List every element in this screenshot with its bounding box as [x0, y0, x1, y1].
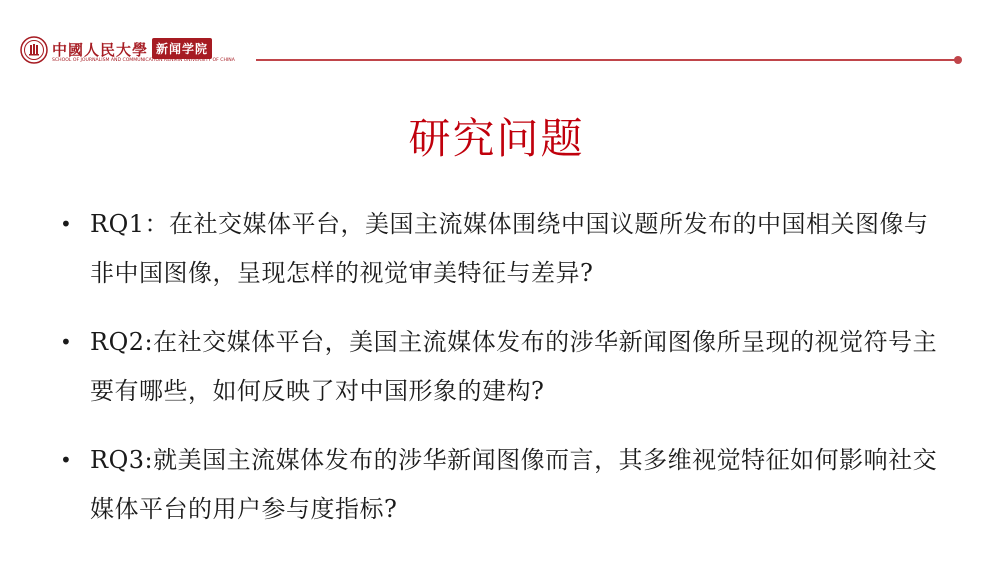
- bullet-icon: •: [60, 448, 73, 472]
- research-question-2: [60, 318, 940, 416]
- research-question-text: RQ2:在社交媒体平台，美国主流媒体发布的涉华新闻图像所呈现的视觉符号主要有哪些，如何反映了对中国形象的建构?: [90, 328, 938, 405]
- research-question-3: [60, 436, 940, 534]
- slide-title: 研究问题: [408, 114, 585, 163]
- research-question-1: [60, 200, 940, 298]
- research-question-text: RQ3:就美国主流媒体发布的涉华新闻图像而言，其多维视觉特征如何影响社交媒体平台的用户参与度指标?: [90, 446, 938, 523]
- research-question-list: [60, 200, 940, 554]
- university-name: 中國人民大學: [52, 41, 149, 59]
- english-school-name: SCHOOL OF JOURNALISM AND COMMUNICATION RENMIN UNIVERSITY OF CHINA: [52, 58, 235, 63]
- header-divider-line: [256, 59, 956, 61]
- slide-header: [20, 26, 970, 76]
- bullet-icon: •: [60, 212, 73, 236]
- research-question-text: RQ1：在社交媒体平台，美国主流媒体围绕中国议题所发布的中国相关图像与非中国图像，呈现怎样的视觉审美特征与差异?: [90, 210, 929, 287]
- header-divider-dot: [954, 56, 962, 64]
- university-seal-icon: [20, 36, 48, 64]
- school-badge: 新闻学院: [152, 38, 212, 59]
- bullet-icon: •: [60, 330, 73, 354]
